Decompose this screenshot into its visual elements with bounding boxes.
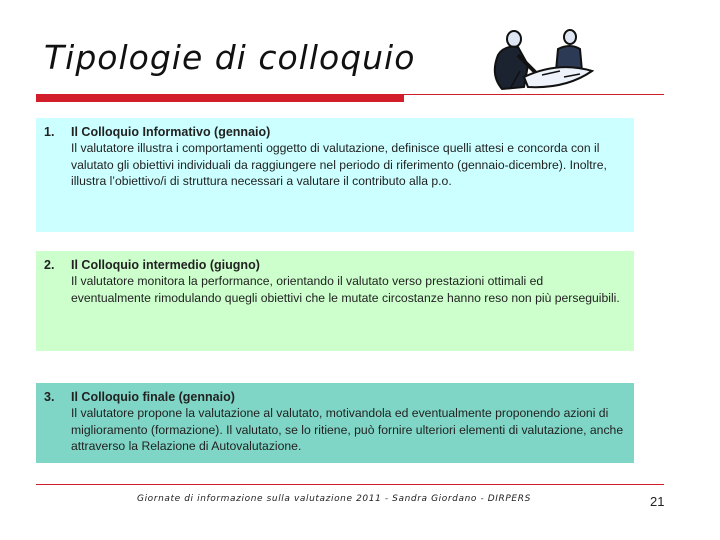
item-number: 1. [44,125,55,139]
item-heading: Il Colloquio Informativo (gennaio) [71,125,271,139]
item-body: Il valutatore propone la valutazione al valutato, motivandola ed eventualmente proponendo azioni di miglioramento (formazione). Il valutato, se lo ritiene, può fornire ulteriori elementi di valutazione, anche attraverso la Relazione di Autovalutazione. [71,406,624,454]
item-heading: Il Colloquio intermedio (giugno) [71,258,260,272]
page-number: 21 [650,494,665,509]
title-underline-bar [36,94,404,102]
item-heading: Il Colloquio finale (gennaio) [71,390,235,404]
list-item-colloquio-finale [36,383,634,463]
slide-title: Tipologie di colloquio [44,38,416,77]
list-item-colloquio-informativo [36,118,634,232]
item-body: Il valutatore illustra i comportamenti oggetto di valutazione, definisce quelli attesi e concorda con il valutato gli obiettivi individuali da raggiungere nel periodo di riferimento (gennaio-dicembre). Inoltre, illustra l’obiettivo/i di struttura necessari a valutare il contributo alla p.o. [71,141,607,189]
item-number: 2. [44,258,55,272]
list-item-colloquio-intermedio [36,251,634,351]
footer-text: Giornate di informazione sulla valutazione 2011 - Sandra Giordano - DIRPERS [137,494,531,504]
item-number: 3. [44,390,55,404]
item-body: Il valutatore monitora la performance, orientando il valutato verso prestazioni ottimali ed eventualmente rimodulando quegli obiettivi che le mutate circostanze hanno reso non più perseguibili. [71,274,620,305]
meeting-clipart-icon [484,25,594,95]
title-underline-line [404,94,664,95]
footer-divider [36,484,664,485]
